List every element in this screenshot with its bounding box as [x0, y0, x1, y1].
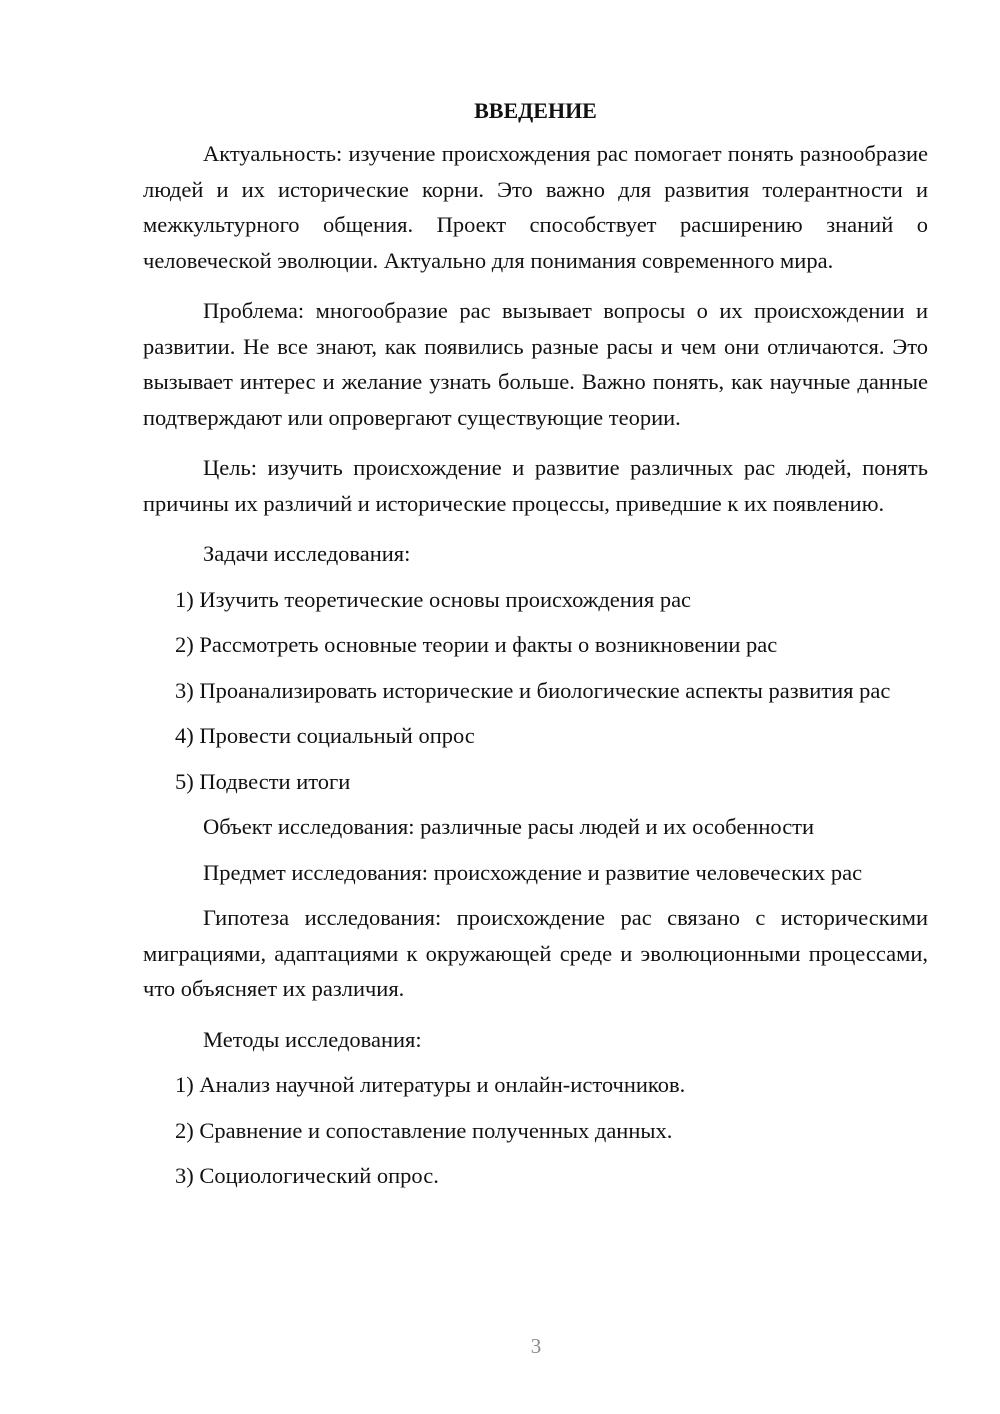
- tasks-label: Задачи исследования:: [203, 541, 411, 566]
- task-item: 1) Изучить теоретические основы происхождения рас: [175, 586, 692, 612]
- task-item: 4) Провести социальный опрос: [175, 723, 475, 748]
- method-item: 2) Сравнение и сопоставление полученных данных.: [175, 1117, 673, 1143]
- task-item: 3) Проанализировать исторические и биологические аспекты развития рас: [175, 677, 891, 703]
- task-item: 5) Подвести итоги: [175, 768, 351, 794]
- relevance-paragraph: Актуальность: изучение происхождения рас помогает понять разнообразие людей и их исторические корни. Это важно для развития толерантности и межкультурного общения. Проект способствует расширению знаний о человеческой эволюции. Актуально для понимания современного мира.: [143, 141, 928, 273]
- method-item: 1) Анализ научной литературы и онлайн-источников.: [175, 1072, 686, 1097]
- research-subject: Предмет исследования: происхождение и развитие человеческих рас: [203, 859, 863, 885]
- problem-paragraph: Проблема: многообразие рас вызывает вопросы о их происхождении и развитии. Не все знают, как появились разные расы и чем они отличаются. Это вызывает интерес и желание узнать больше. Важно понять, как научные данные подтверждают или опровергают существующие теории.: [143, 298, 928, 430]
- hypothesis-paragraph: Гипотеза исследования: происхождение рас связано с историческими миграциями, адаптациями к окружающей среде и эволюционными процессами, что объясняет их различия.: [143, 905, 928, 1001]
- goal-paragraph: Цель: изучить происхождение и развитие различных рас людей, понять причины их различий и исторические процессы, приведшие к их появлению.: [143, 455, 928, 516]
- document-body: [143, 96, 928, 1204]
- method-item: 3) Социологический опрос.: [175, 1163, 439, 1188]
- page-number: 3: [530, 1334, 542, 1358]
- research-object: Объект исследования: различные расы людей и их особенности: [203, 814, 815, 839]
- task-item: 2) Рассмотреть основные теории и факты о возникновении рас: [175, 632, 778, 657]
- section-title: ВВЕДЕНИЕ: [474, 98, 597, 123]
- methods-label: Методы исследования:: [203, 1026, 422, 1052]
